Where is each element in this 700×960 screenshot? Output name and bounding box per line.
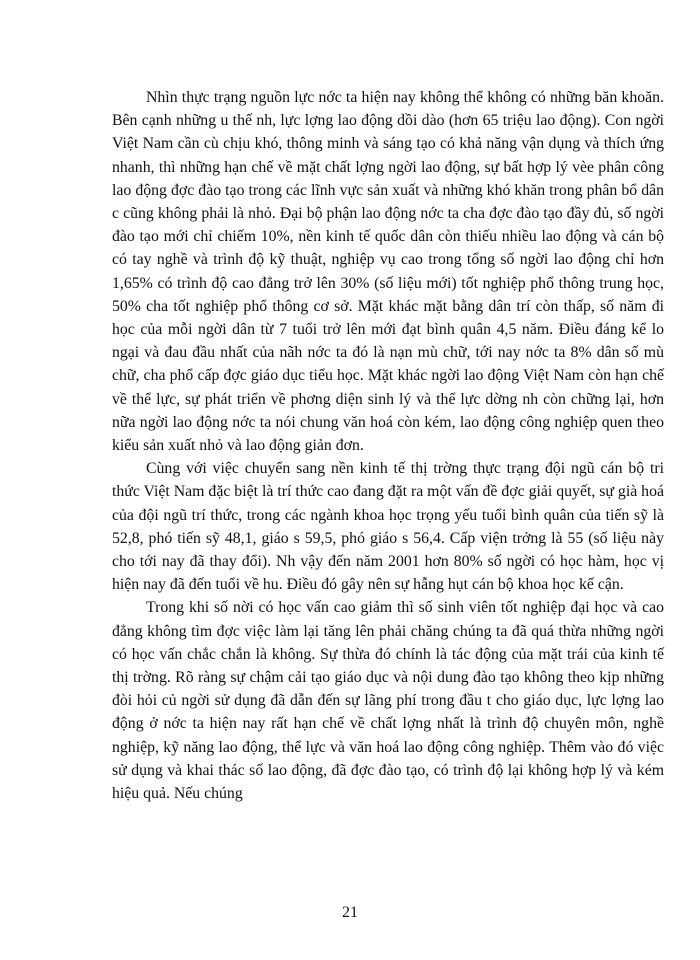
body-text: [112, 86, 664, 805]
page-number: 21: [342, 904, 358, 921]
paragraph-labor-quality: Nhìn thực trạng nguồn lực nớc ta hiện nay không thể không có những băn khoăn. Bên cạnh những u thế nh, lực lợng lao động dồi dào (hơn 65 triệu lao động). Con ngời Việt Nam cần cù chịu khó, thông minh và sáng tạo có khả năng vận dụng và thích ứng nhanh, thì những hạn chế về mặt chất lợng ngời lao động, sự bất hợp lý vèe phân công lao động đợc đào tạo trong các lĩnh vực sản xuất và những khó khăn trong phân bổ dân c cũng không phải là nhỏ. Đại bộ phận lao động nớc ta cha đợc đào tạo đầy đủ, số ngời đào tạo mới chỉ chiếm 10%, nền kinh tế quốc dân còn thiếu nhiều lao động và cán bộ có tay nghề và trình độ kỹ thuật, nghiệp vụ cao trong tổng số ngời lao động chỉ hơn 1,65% có trình độ cao đẳng trở lên 30% (số liệu mới) tốt nghiệp phổ thông trung học, 50% cha tốt nghiệp phổ thông cơ sở. Mặt khác mặt bằng dân trí còn thấp, số năm đi học của mỗi ngời dân từ 7 tuổi trở lên mới đạt bình quân 4,5 năm. Điều đáng kể lo ngại và đau đầu nhất của nãh nớc ta đó là nạn mù chữ, tới nay nớc ta 8% dân số mù chữ, cha phổ cấp đợc giáo dục tiểu học. Mặt khác ngời lao động Việt Nam còn hạn chế về thể lực, sự phát triển về phơng diện sinh lý và thể lực dờng nh còn chững lại, hơn nữa ngời lao động nớc ta nói chung văn hoá còn kém, lao động công nghiệp quen theo kiểu sản xuất nhỏ và lao động giản đơn.: [112, 89, 664, 455]
paragraph-intellectual-aging: Cùng với việc chuyển sang nền kinh tế thị trờng thực trạng đội ngũ cán bộ tri thức Việt Nam đặc biệt là trí thức cao đang đặt ra một vấn đề đợc giải quyết, sự già hoá của đội ngũ trí thức, trong các ngành khoa học trọng yếu tuổi bình quân của tiến sỹ là 52,8, phó tiến sỹ 48,1, giáo s 59,5, phó giáo s 56,4. Cấp viện trởng là 55 (số liệu này cho tới nay đã thay đổi). Nh vậy đến năm 2001 hơn 80% số ngời có học hàm, học vị hiện nay đã đến tuổi về hu. Điều đó gây nên sự hẫng hụt cán bộ khoa học kế cận.: [112, 460, 664, 594]
paragraph-graduate-surplus: Trong khi số nời có học vấn cao giảm thì số sinh viên tốt nghiệp đại học và cao đẳng không tìm đợc việc làm lại tăng lên phải chăng chúng ta đã quá thừa những ngời có học vấn chắc chắn là không. Sự thừa đó chính là tác động của mặt trái của kinh tế thị trờng. Rõ ràng sự chậm cải tạo giáo dục và nội dung đào tạo không theo kịp những đòi hỏi củ ngời sử dụng đã dẫn đến sự lãng phí trong đầu t cho giáo dục, lực lợng lao động ở nớc ta hiện nay rất hạn chế về chất lợng nhất là trình độ chuyên môn, nghề nghiệp, kỹ năng lao động, thể lực và văn hoá lao động công nghiệp. Thêm vào đó việc sử dụng và khai thác số lao động, đã đợc đào tạo, có trình độ lại không hợp lý và kém hiệu quả. Nếu chúng: [112, 599, 664, 803]
